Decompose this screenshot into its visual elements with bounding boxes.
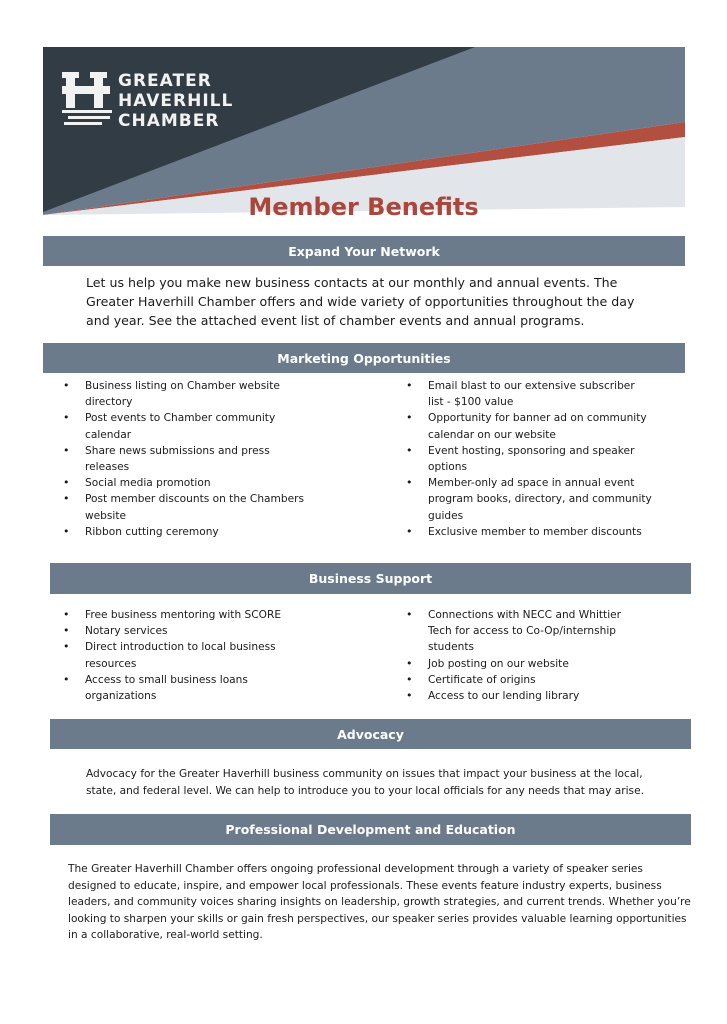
list-item: • Event hosting, sponsoring and speaker options (406, 443, 706, 475)
section-header-education: Professional Development and Education (50, 814, 691, 845)
advocacy-paragraph (86, 766, 686, 799)
text-line: Let us help you make new business contacts at our monthly and annual events. The (86, 275, 618, 290)
page-title: Member Benefits (248, 193, 479, 221)
text-line: in a collaborative, real-world setting. (68, 929, 263, 941)
list-item: • Post member discounts on the Chambers website (63, 491, 363, 523)
list-item: • Share news submissions and press releases (63, 443, 363, 475)
section-header-network: Expand Your Network (43, 236, 685, 266)
section-header-marketing: Marketing Opportunities (43, 343, 685, 373)
list-item: • Email blast to our extensive subscriber list - $100 value (406, 378, 706, 410)
logo-wordmark (118, 71, 233, 131)
list-item: • Access to our lending library (406, 688, 706, 704)
section-header-support: Business Support (50, 563, 691, 594)
network-paragraph (86, 273, 666, 330)
list-item: • Free business mentoring with SCORE (63, 607, 363, 623)
text-line: state, and federal level. We can help to introduce you to your local officials for any needs that may arise. (86, 784, 644, 797)
list-item: • Direct introduction to local business resources (63, 639, 363, 671)
text-line: Advocacy for the Greater Haverhill business community on issues that impact your business at the local, (86, 768, 643, 780)
logo-line: CHAMBER (118, 111, 220, 131)
list-item: • Member-only ad space in annual event program books, directory, and community guides (406, 475, 706, 524)
list-item: • Exclusive member to member discounts (406, 524, 706, 540)
support-list-left (63, 607, 363, 704)
list-item: • Ribbon cutting ceremony (63, 524, 363, 540)
list-item: • Opportunity for banner ad on community calendar on our website (406, 410, 706, 442)
list-item: • Business listing on Chamber website directory (63, 378, 363, 410)
text-line: The Greater Haverhill Chamber offers ongoing professional development through a variety of speaker series (68, 863, 643, 875)
list-item: • Social media promotion (63, 475, 363, 491)
support-list-right (406, 607, 706, 704)
section-header-advocacy: Advocacy (50, 719, 691, 749)
education-paragraph (68, 861, 698, 944)
marketing-list-right (406, 378, 706, 540)
text-line: designed to educate, inspire, and empower local professionals. These events feature industry experts, business (68, 879, 662, 892)
list-item: • Post events to Chamber community calendar (63, 410, 363, 442)
text-line: leaders, and community voices sharing insights on leadership, growth strategies, and current trends. Whether you’re (68, 896, 691, 908)
text-line: looking to sharpen your skills or gain fresh perspectives, our speaker series provides valuable learning opportunities (68, 912, 687, 925)
list-item: • Connections with NECC and Whittier Tech for access to Co-Op/internship students (406, 607, 706, 656)
text-line: Greater Haverhill Chamber offers and wide variety of opportunities throughout the day (86, 294, 635, 309)
logo-line: HAVERHILL (118, 91, 234, 111)
text-line: and year. See the attached event list of chamber events and annual programs. (86, 313, 585, 328)
logo-line: GREATER (118, 71, 212, 91)
list-item: • Notary services (63, 623, 363, 639)
marketing-list-left (63, 378, 363, 540)
list-item: • Certificate of origins (406, 672, 706, 688)
list-item: • Access to small business loans organizations (63, 672, 363, 704)
list-item: • Job posting on our website (406, 656, 706, 672)
